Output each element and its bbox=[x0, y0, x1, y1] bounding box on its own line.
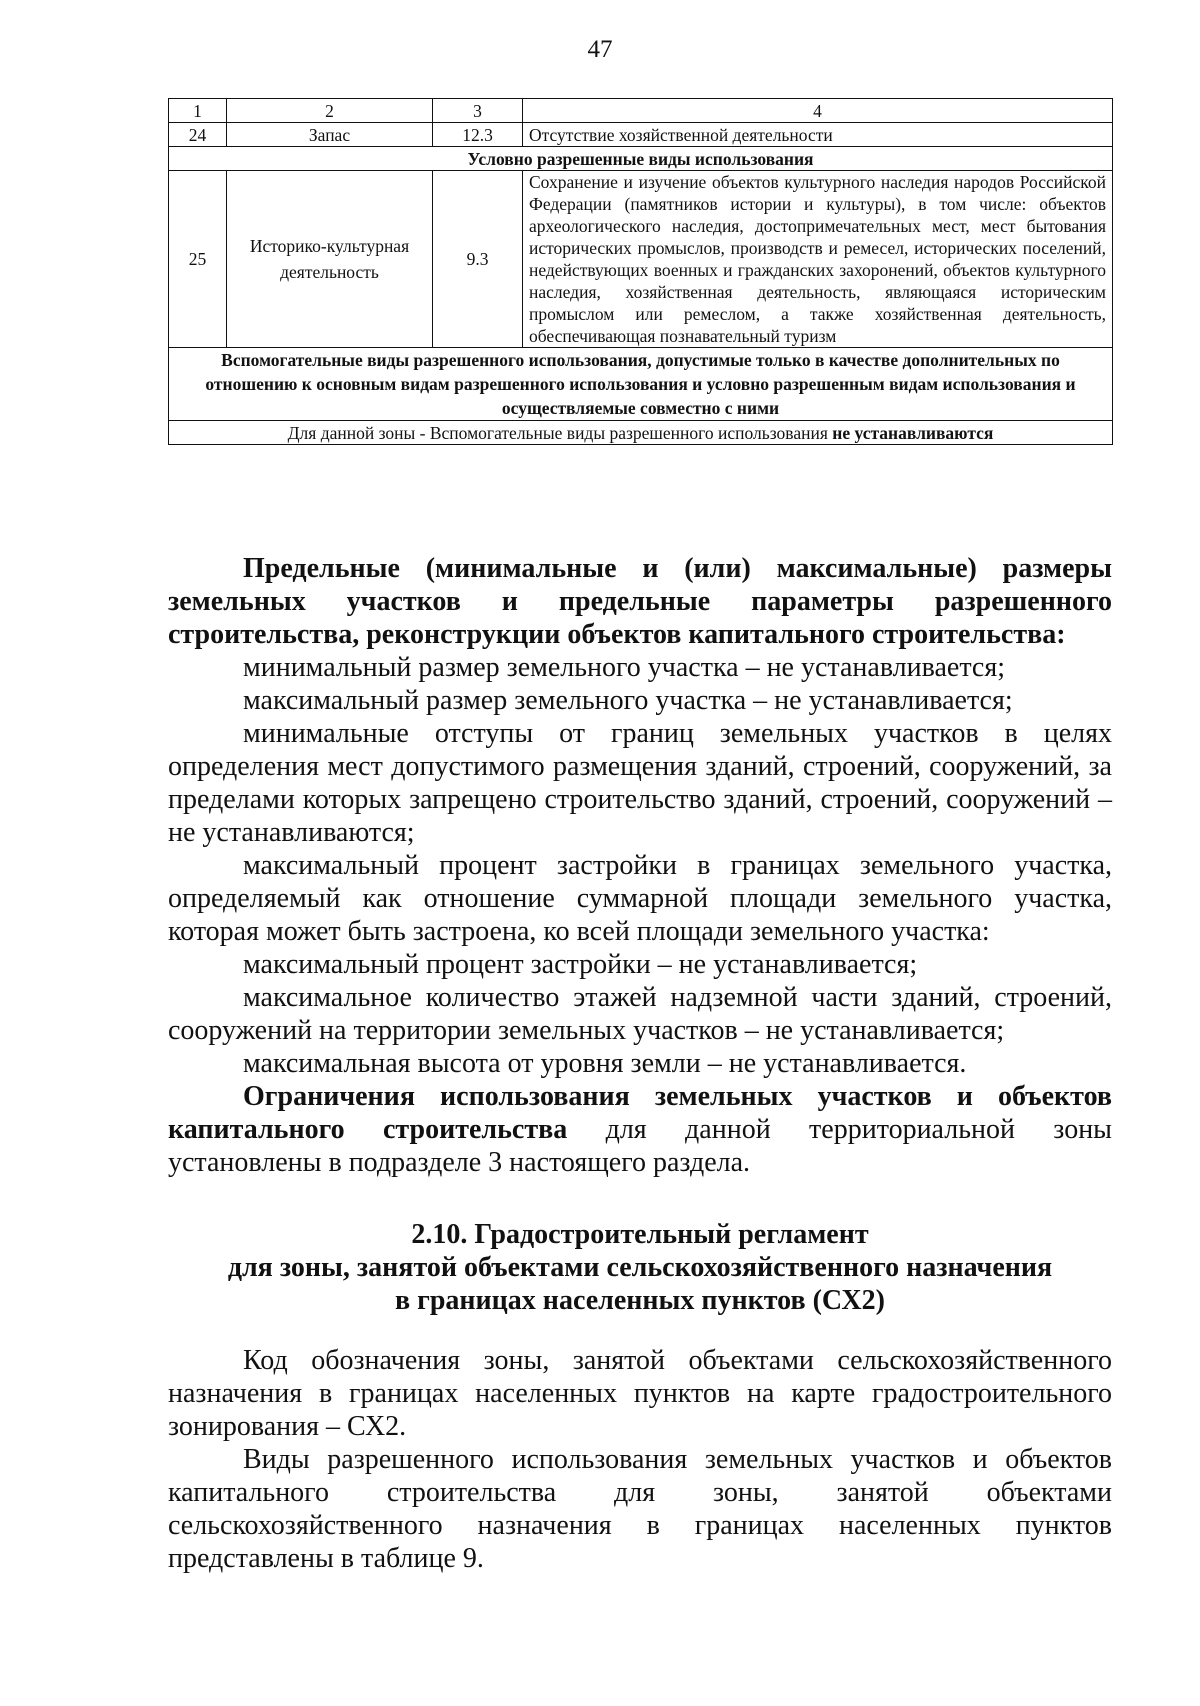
restrictions-rest: для данной территориальной зоны установлены в подразделе 3 настоящего раздела. bbox=[168, 1114, 1112, 1178]
row-description: Сохранение и изучение объектов культурного наследия народов Российской Федерации (памятников истории и культуры), в том числе: объектов археологического наследия, достопримечательных мест, мест бытования исторических промыслов, производств и ремесел, исторических поселений, недействующих военных и гражданских захоронений, объектов культурного наследия, хозяйственная деятельность, являющаяся историческим промыслом или ремеслом, а также хозяйственная деятельность, обеспечивающая познавательный туризм bbox=[523, 171, 1113, 348]
header-col-4: 4 bbox=[523, 99, 1113, 123]
section-title-line: в границах населенных пунктов (СХ2) bbox=[395, 1285, 885, 1316]
header-col-1: 1 bbox=[169, 99, 227, 123]
section-title-line: 2.10. Градостроительный регламент bbox=[411, 1219, 869, 1250]
header-col-3: 3 bbox=[433, 99, 523, 123]
restrictions-paragraph bbox=[168, 1080, 1112, 1179]
limit-item: максимальный процент застройки – не устанавливается; bbox=[243, 949, 918, 980]
section-title-line: для зоны, занятой объектами сельскохозяйственного назначения bbox=[227, 1252, 1053, 1283]
page-number: 47 bbox=[587, 36, 613, 63]
limit-item: максимальное количество этажей надземной части зданий, строений, сооружений на территории земельных участков – не устанавливается; bbox=[168, 982, 1112, 1046]
limit-item: минимальные отступы от границ земельных участков в целях определения мест допустимого размещения зданий, строений, сооружений, за пределами которых запрещено строительство зданий, строений, сооружений – не устанавливаются; bbox=[168, 718, 1112, 848]
limit-item: максимальная высота от уровня земли – не устанавливается. bbox=[243, 1048, 967, 1079]
note-prefix: Для данной зоны - Вспомогательные виды разрешенного использования bbox=[287, 422, 833, 443]
zone-code-paragraph: Код обозначения зоны, занятой объектами сельскохозяйственного назначения в границах населенных пунктов на карте градостроительного зонирования – СХ2. bbox=[168, 1345, 1112, 1442]
limit-item: максимальный размер земельного участка – не устанавливается; bbox=[243, 685, 1013, 716]
row-code: 12.3 bbox=[433, 123, 523, 147]
limits-section bbox=[168, 552, 1112, 1179]
row-name: Историко-культурная деятельность bbox=[227, 171, 433, 348]
limits-heading: Предельные (минимальные и (или) максимальные) размеры земельных участков и предельные параметры разрешенного строительства, реконструкции объектов капитального строительства: bbox=[168, 553, 1112, 650]
table-row bbox=[169, 171, 1113, 348]
zone-description bbox=[168, 1344, 1112, 1575]
note-bold: не устанавливаются bbox=[832, 422, 994, 443]
limit-item: минимальный размер земельного участка – не устанавливается; bbox=[243, 652, 1006, 683]
note-row bbox=[169, 421, 1113, 445]
row-number: 24 bbox=[169, 123, 227, 147]
land-use-table bbox=[168, 98, 1113, 445]
row-name: Запас bbox=[227, 123, 433, 147]
row-number: 25 bbox=[169, 171, 227, 348]
conditional-uses-title: Условно разрешенные виды использования bbox=[169, 147, 1113, 171]
section-row bbox=[169, 147, 1113, 171]
section-row bbox=[169, 348, 1113, 421]
row-code: 9.3 bbox=[433, 171, 523, 348]
table-header-row bbox=[169, 99, 1113, 123]
header-col-2: 2 bbox=[227, 99, 433, 123]
row-description: Отсутствие хозяйственной деятельности bbox=[523, 123, 1113, 147]
restrictions-bold: Ограничения использования земельных участков и объектов капитального строительства bbox=[168, 1081, 1112, 1145]
auxiliary-uses-note bbox=[169, 421, 1113, 445]
section-title bbox=[168, 1218, 1112, 1317]
table-row bbox=[169, 123, 1113, 147]
auxiliary-uses-title: Вспомогательные виды разрешенного использования, допустимые только в качестве дополнительных по отношению к основным видам разрешенного использования и условно разрешенным видам использования и осуществляемые совместно с ними bbox=[169, 348, 1113, 421]
zone-uses-paragraph: Виды разрешенного использования земельных участков и объектов капитального строительства для зоны, занятой объектами сельскохозяйственного назначения в границах населенных пунктов представлены в таблице 9. bbox=[168, 1444, 1112, 1574]
limit-item: максимальный процент застройки в границах земельного участка, определяемый как отношение суммарной площади земельного участка, которая может быть застроена, ко всей площади земельного участка: bbox=[168, 850, 1112, 947]
